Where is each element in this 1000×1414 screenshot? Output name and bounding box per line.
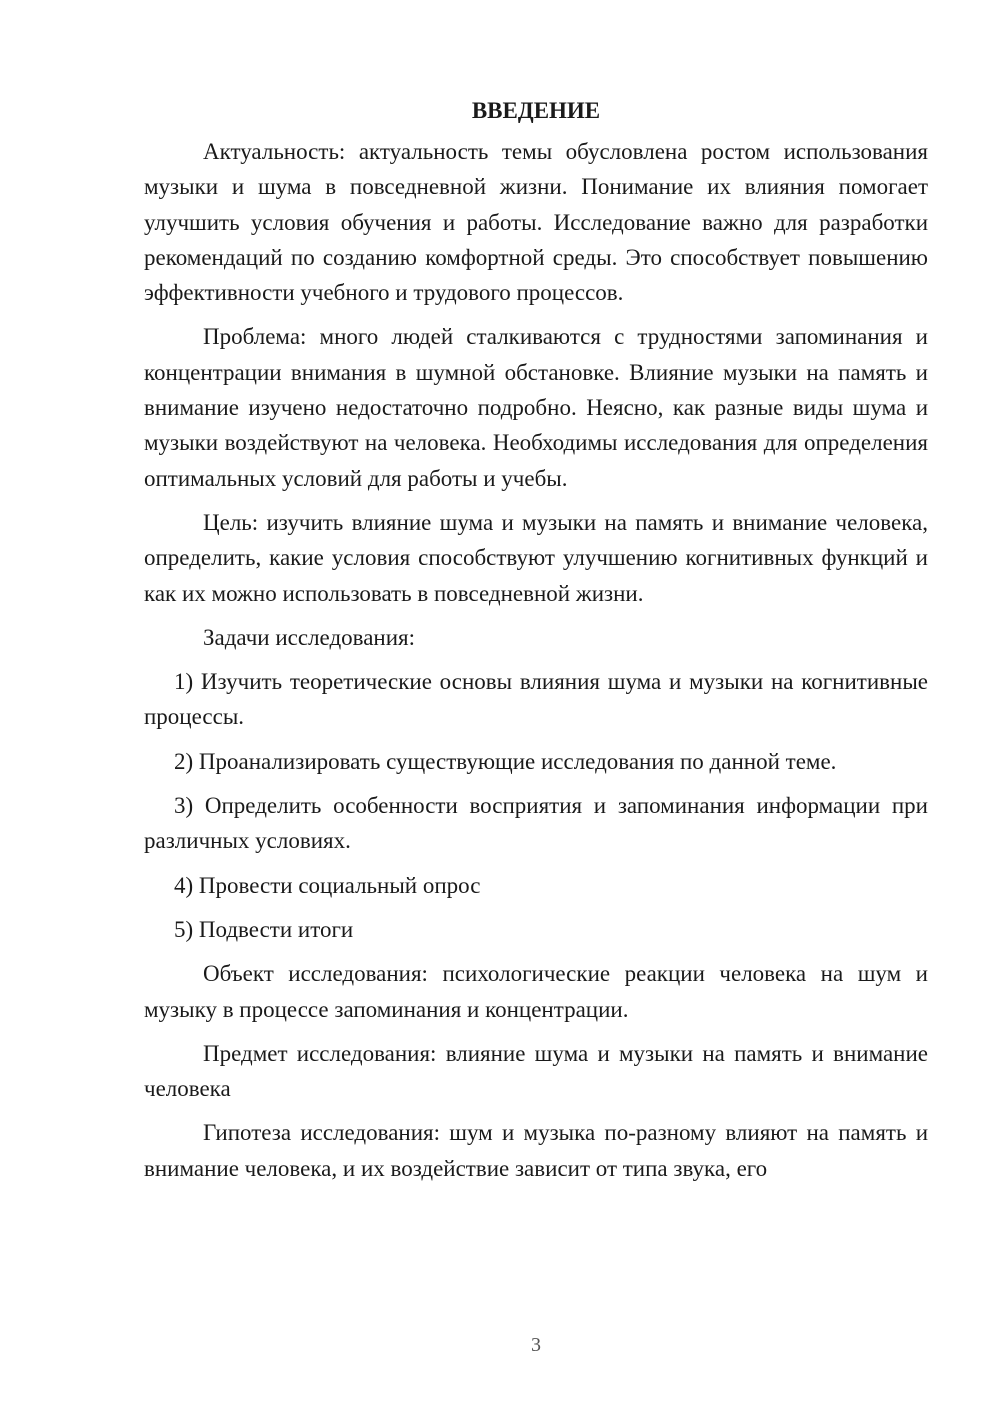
- paragraph-hypothesis: Гипотеза исследования: шум и музыка по-разному влияют на память и внимание человека, и их воздействие зависит от типа звука, его: [144, 1120, 928, 1181]
- page-number: 3: [531, 1334, 541, 1356]
- task-item-2: 2) Проанализировать существующие исследования по данной теме.: [174, 748, 837, 774]
- paragraph-relevance: Актуальность: актуальность темы обусловлена ростом использования музыки и шума в повседневной жизни. Понимание их влияния помогает улучшить условия обучения и работы. Исследование важно для разработки рекомендаций по созданию комфортной среды. Это способствует повышению эффективности учебного и трудового процессов.: [144, 139, 928, 306]
- task-item-5: 5) Подвести итоги: [174, 916, 354, 942]
- document-page: [144, 96, 928, 1195]
- paragraph-problem: Проблема: много людей сталкиваются с трудностями запоминания и концентрации внимания в шумной обстановке. Влияние музыки на память и внимание изучено недостаточно подробно. Неясно, как разные виды шума и музыки воздействуют на человека. Необходимы исследования для определения оптимальных условий для работы и учебы.: [144, 324, 928, 491]
- paragraph-goal: Цель: изучить влияние шума и музыки на память и внимание человека, определить, какие условия способствуют улучшению когнитивных функций и как их можно использовать в повседневной жизни.: [144, 509, 928, 606]
- paragraph-subject: Предмет исследования: влияние шума и музыки на память и внимание человека: [144, 1040, 928, 1102]
- task-item-4: 4) Провести социальный опрос: [174, 872, 481, 898]
- task-item-1: 1) Изучить теоретические основы влияния шума и музыки на когнитивные процессы.: [144, 669, 928, 730]
- section-heading: ВВЕДЕНИЕ: [471, 98, 601, 123]
- paragraph-object: Объект исследования: психологические реакции человека на шум и музыку в процессе запоминания и концентрации.: [144, 961, 928, 1022]
- task-item-3: 3) Определить особенности восприятия и запоминания информации при различных условиях.: [144, 793, 928, 854]
- paragraph-tasks-title: Задачи исследования:: [203, 624, 416, 650]
